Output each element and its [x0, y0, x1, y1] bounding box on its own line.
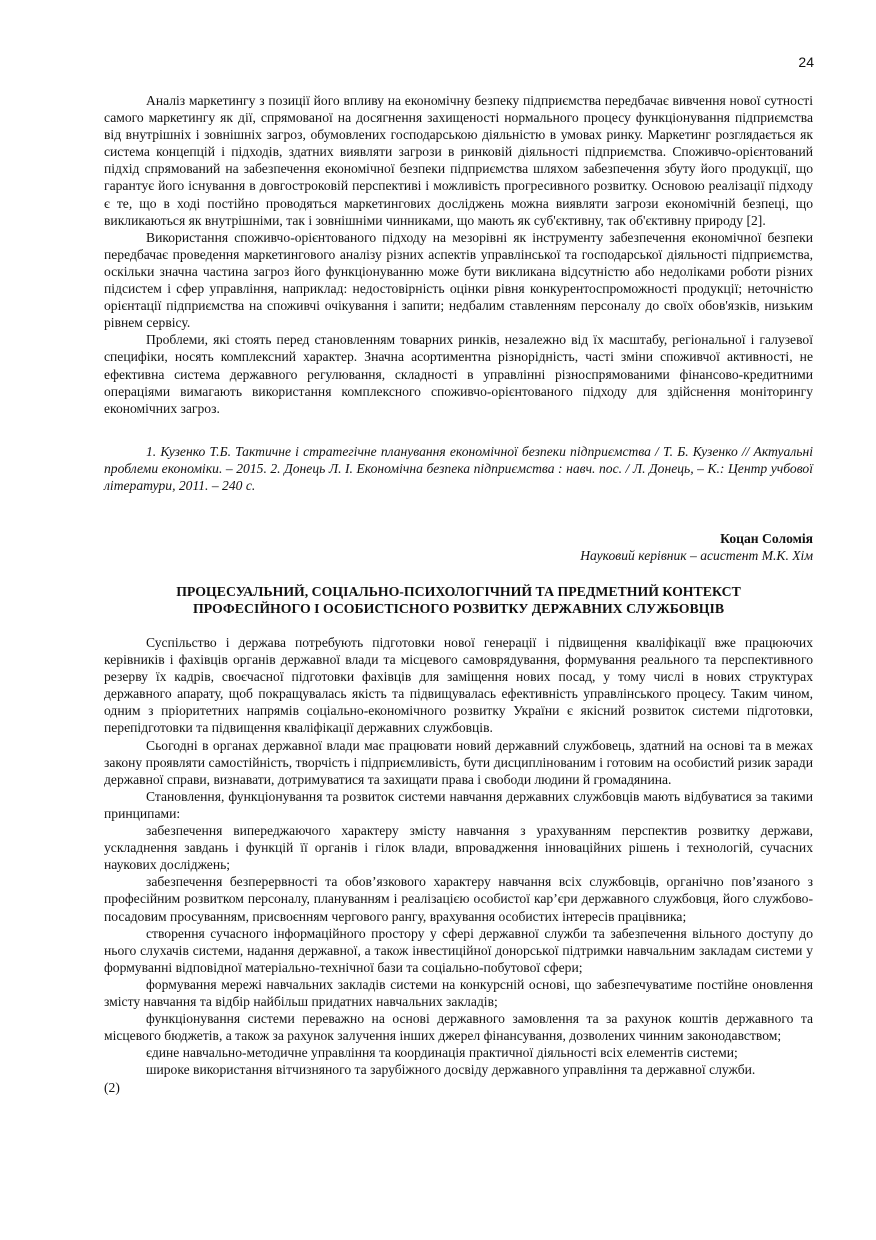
page-number: 24: [798, 54, 814, 70]
references: 1. Кузенко Т.Б. Тактичне і стратегічне планування економічної безпеки підприємства / Т. Б. Кузенко // Актуальні проблеми економіки. – 2015. 2. Донець Л. І. Економічна безпека підприємства : навч. пос. / Л. Донець, – К.: Центр учбової літератури, 2011. – 240 с.: [104, 444, 813, 494]
paragraph: Використання споживчо-орієнтованого підходу на мезорівні як інструменту забезпечення економічної безпеки передбачає проведення маркетингового аналізу різних аспектів управлінської та господарської діяльності підприємства, оскільки значна частина загроз його функціонуванню може бути викликана відсутністю або недоліками роботи різних підсистем і сфер управління, наприклад: недостовірність оцінки рівня конкурентоспроможності продукції; неточністю орієнтації підприємства на споживчі очікування і запити; недбалим ставленням персоналу до своїх обов'язків, низьким рівнем сервісу.: [104, 229, 813, 331]
article-title: [104, 583, 813, 617]
article-continuation: [104, 92, 813, 417]
list-item: забезпечення безперервності та обов’язкового характеру навчання всіх службовців, органічно пов’язаного з професійним розвитком персоналу, плануванням і реалізацією особистої кар’єри державного службовця, його службово-посадовим просуванням, присвоєнням чергового рангу, врахування особистих інтересів працівника;: [104, 874, 813, 924]
paragraph: Проблеми, які стоять перед становленням товарних ринків, незалежно від їх масштабу, регіональної і галузевої специфіки, носять комплексний характер. Значна асортиментна різнорідність, часті зміни споживчої активності, не ефективна система державного регулювання, складності в управлінні різноспрямованими фінансово-кредитними операціями вимагають використання комплексного споживчо-орієнтованого підходу для здійснення моніторингу економічних загроз.: [104, 332, 813, 416]
article-header: [104, 530, 813, 564]
paragraph: Становлення, функціонування та розвиток системи навчання державних службовців мають відбуватися за такими принципами:: [104, 788, 813, 821]
paragraph: Суспільство і держава потребують підготовки нової генерації і підвищення кваліфікації вже працюючих керівників і фахівців органів державної влади та місцевого самоврядування, формування реального та перспективного резерву їх кадрів, своєчасної підготовки фахівців для заміщення нових посад, у тому числі в нових структурах державного апарату, щоб покращувалась якість та підвищувалась ефективність управлінського процесу. Таким чином, одним з пріоритетних напрямів соціально-економічного розвитку України є якісний розвиток системи підготовки, перепідготовки та підвищення кваліфікації державних службовців.: [104, 635, 813, 736]
list-item: формування мережі навчальних закладів системи на конкурсній основі, що забезпечуватиме постійне оновлення змісту навчання та відбір найбільш придатних навчальних закладів;: [104, 976, 813, 1009]
list-item: єдине навчально-методичне управління та координація практичної діяльності всіх елементів системи;: [146, 1045, 738, 1061]
footnote-mark: (2): [104, 1080, 120, 1096]
references-block: [104, 443, 813, 494]
list-item: широке використання вітчизняного та зарубіжного досвіду державного управління та державної служби.: [146, 1062, 756, 1078]
article-body: [104, 634, 813, 1097]
author-name: Коцан Соломія: [720, 531, 813, 546]
list-item: створення сучасного інформаційного простору у сфері державної служби та забезпечення вільного доступу до нього слухачів системи, надання державної, а також інвестиційної донорської підтримки навчальним закладам системи у формуванні відповідної матеріально-технічної бази та соціально-побутової сфери;: [104, 925, 813, 975]
list-item: функціонування системи переважно на основі державного замовлення та за рахунок коштів державного та місцевого бюджетів, а також за рахунок залучення інших джерел фінансування, дозволених чинним законодавством;: [104, 1011, 813, 1044]
paragraph: Аналіз маркетингу з позиції його впливу на економічну безпеку підприємства передбачає вивчення нової сутності самого маркетингу як дії, спрямованої на досягнення захищеності нормального процесу функціонування підприємства від внутрішніх і зовнішніх загроз, обумовлених господарською діяльністю в умовах ринку. Маркетинг розглядається як система концепцій і підходів, здатних виявляти загрози в ринковій діяльності підприємства. Споживчо-орієнтований підхід спрямований на забезпечення економічної безпеки підприємства шляхом забезпечення збуту його продукції, що гарантує його існування в довгостроковій перспективі і можливість прогресивного розвитку. Основою реалізації підходу є те, що в ході постійно проводяться маркетингових досліджень можна виявляти загрози економічній безпеці, що викликаються як внутрішніми, так і зовнішніми чинниками, що мають як суб'єктивну, так об'єктивну природу [2].: [104, 93, 813, 228]
supervisor: Науковий керівник – асистент М.К. Хім: [580, 548, 813, 564]
list-item: забезпечення випереджаючого характеру змісту навчання з урахуванням перспектив розвитку держави, ускладнення завдань і функцій її органів і гілок влади, впровадження інноваційних рішень і технологій, сучасних наукових досліджень;: [104, 823, 813, 873]
title-line: ПРОФЕСІЙНОГО І ОСОБИСТІСНОГО РОЗВИТКУ ДЕРЖАВНИХ СЛУЖБОВЦІВ: [192, 601, 725, 616]
title-line: ПРОЦЕСУАЛЬНИЙ, СОЦІАЛЬНО-ПСИХОЛОГІЧНИЙ ТА ПРЕДМЕТНИЙ КОНТЕКСТ: [176, 584, 741, 599]
paragraph: Сьогодні в органах державної влади має працювати новий державний службовець, здатний на основі та в межах закону проявляти самостійність, творчість і підприємливість, бути дисциплінованим і готовим на особистий ризик заради державної справи, визнавати, дотримуватися та захищати права і свободи людини й громадянина.: [104, 737, 813, 787]
